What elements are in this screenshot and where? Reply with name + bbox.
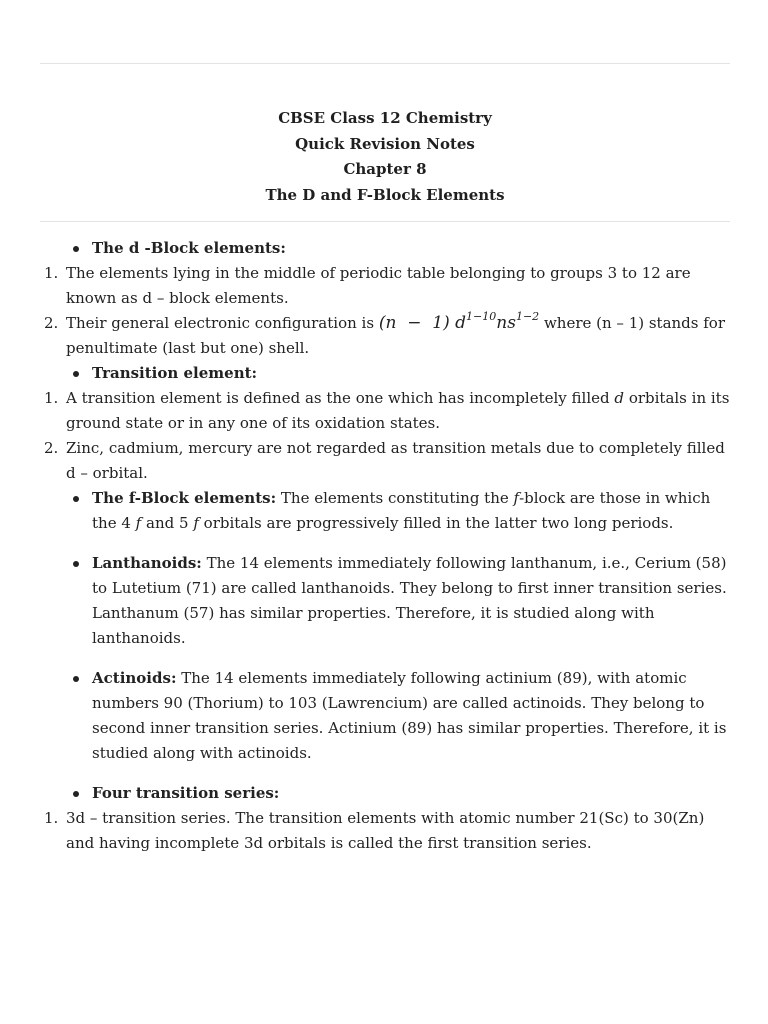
electronic-configuration-formula: [378, 310, 540, 333]
four-series-heading: [0, 781, 768, 806]
actinoids-label: Actinoids:: [92, 669, 177, 687]
formula-d-superscript: 1−10: [466, 310, 497, 323]
item-text-italic: d: [614, 389, 625, 407]
formula-ns-superscript: 1−2: [515, 310, 540, 323]
item-text: A transition element is defined as the one which has incompletely filled: [66, 389, 610, 407]
item-text: orbitals are progressively filled in the latter two long periods.: [203, 514, 674, 532]
item-text: The elements lying in the middle of periodic table belonging to groups 3 to 12 are known as d – block elements.: [66, 264, 691, 307]
item-text: Their general electronic configuration is: [66, 314, 375, 332]
transition-heading: [0, 361, 768, 386]
item-text: 3d – transition series. The transition elements with atomic number 21(Sc) to 30(Zn) and having incomplete 3d orbitals is called the first transition series.: [66, 809, 705, 852]
list-item: [0, 436, 768, 486]
item-number: 1.: [44, 389, 59, 407]
formula-one-close: 1): [432, 313, 450, 333]
title-line-2: Quick Revision Notes: [295, 134, 475, 153]
title-line-1: CBSE Class 12 Chemistry: [278, 109, 492, 127]
item-text: Zinc, cadmium, mercury are not regarded as transition metals due to completely filled d – orbital.: [66, 439, 725, 482]
item-number: 2.: [44, 439, 59, 457]
f-italic: f: [135, 514, 142, 532]
f-italic: f: [193, 514, 199, 532]
transition-list: [0, 386, 768, 486]
title-line-4: The D and F-Block Elements: [265, 185, 505, 204]
d-block-heading: [0, 236, 768, 261]
title-line-3: Chapter 8: [343, 160, 427, 178]
d-block-heading-text: The d -Block elements:: [92, 239, 286, 257]
item-number: 2.: [44, 314, 59, 332]
item-text: The elements constituting the: [280, 489, 509, 507]
title-divider: [40, 221, 730, 222]
list-item: [0, 666, 768, 766]
list-item: [0, 311, 768, 361]
formula-d: d: [455, 313, 467, 333]
formula-minus: −: [407, 313, 422, 333]
list-item: [0, 261, 768, 311]
notes-content: [0, 236, 768, 856]
d-block-list: [0, 261, 768, 361]
item-text: and 5: [146, 514, 189, 532]
d-block-heading-list: [0, 236, 768, 261]
item-text: -block are those in which the 4: [92, 489, 711, 532]
top-divider: [40, 63, 730, 64]
item-text: orbitals in its ground state or in any one of its oxidation states.: [66, 389, 730, 432]
transition-heading-text: Transition element:: [92, 364, 258, 382]
f-block-label: The f-Block elements:: [92, 489, 277, 507]
item-number: 1.: [44, 264, 59, 282]
formula-n-open: (n: [378, 313, 397, 333]
lanthanoids-label: Lanthanoids:: [92, 554, 202, 572]
four-series-heading-text: Four transition series:: [92, 784, 280, 802]
f-block-list: [0, 486, 768, 806]
list-item: [0, 806, 768, 856]
f-italic: f: [513, 489, 520, 507]
list-item: [0, 551, 768, 651]
four-series-list: [0, 806, 768, 856]
item-number: 1.: [44, 809, 59, 827]
list-item: [0, 386, 768, 436]
document-title: [40, 106, 730, 208]
list-item: [0, 486, 768, 536]
formula-ns: ns: [496, 313, 516, 333]
item-text: where (n – 1) stands for penultimate (last but one) shell.: [66, 314, 726, 357]
item-text: The 14 elements immediately following actinium (89), with atomic numbers 90 (Thorium) to 103 (Lawrencium) are called actinoids. They belong to second inner transition series. Actinium (89) has similar properties. Therefore, it is studied along with actinoids.: [92, 669, 727, 762]
transition-heading-list: [0, 361, 768, 386]
item-text: The 14 elements immediately following lanthanum, i.e., Cerium (58) to Lutetium (71) are called lanthanoids. They belong to first inner transition series. Lanthanum (57) has similar properties. Therefore, it is studied along with lanthanoids.: [92, 554, 727, 647]
